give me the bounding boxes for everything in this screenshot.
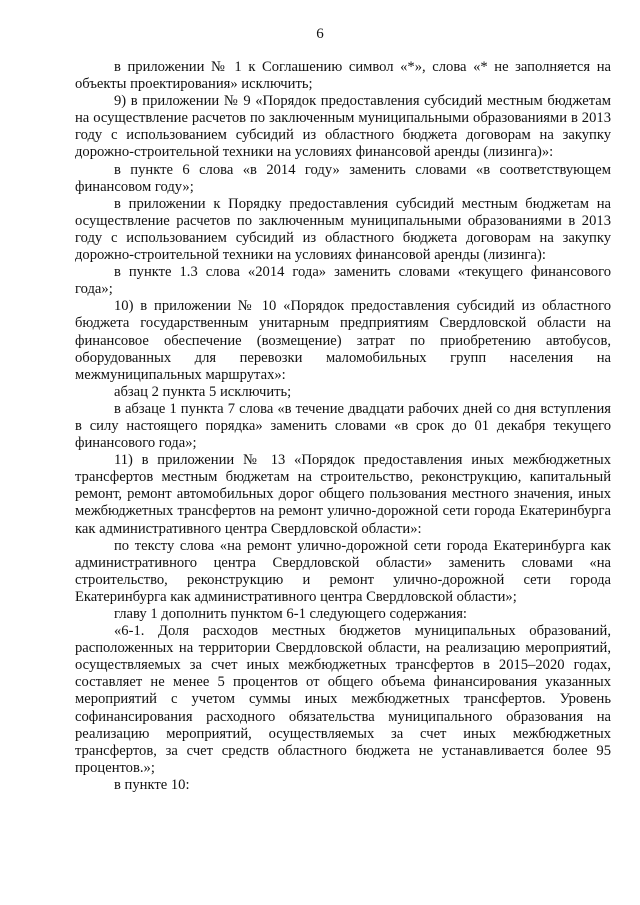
paragraph: в пункте 1.3 слова «2014 года» заменить словами «текущего финансового года»;	[75, 264, 611, 298]
paragraph: в пункте 6 слова «в 2014 году» заменить словами «в соответствующем финансовом году»;	[75, 161, 611, 195]
paragraph: «6-1. Доля расходов местных бюджетов муниципальных образований, расположенных на территории Свердловской области, на реализацию мероприятий, осуществляемых за счет иных межбюджетных трансфертов в 2015–2020 годах, составляет не менее 5 процентов от общего объема финансирования указанных мероприятий с учетом суммы иных межбюджетных трансфертов. Уровень софинансирования расходного обязательства муниципального образования на реализацию мероприятий, осуществляемых за счет иных межбюджетных трансфертов, за счет средств областного бюджета не устанавливается более 95 процентов.»;	[75, 623, 611, 776]
paragraph: абзац 2 пункта 5 исключить;	[114, 383, 292, 400]
page-number: 6	[316, 26, 324, 42]
paragraph: в пункте 10:	[114, 776, 190, 793]
paragraph: в приложении к Порядку предоставления субсидий местным бюджетам на осуществление расчетов по заключенным муниципальными образованиями в 2013 году с использованием субсидий из областного бюджета договорам на закупку дорожно-строительной техники на условиях финансовой аренды (лизинга):	[75, 195, 611, 264]
paragraph: 11) в приложении № 13 «Порядок предоставления иных межбюджетных трансфертов местным бюджетам на строительство, реконструкцию, капитальный ремонт, ремонт автомобильных дорог общего пользования местного значения, иных межбюджетных трансфертов на ремонт улично-дорожной сети города Екатеринбурга как административного центра Свердловской области»:	[75, 452, 611, 537]
paragraph: по тексту слова «на ремонт улично-дорожной сети города Екатеринбурга как административного центра Свердловской области» заменить словами «на строительство, реконструкцию и ремонт улично-дорожной сети города Екатеринбурга как административного центра Свердловской области»;	[75, 537, 611, 605]
paragraph: 10) в приложении № 10 «Порядок предоставления субсидий из областного бюджета государственным унитарным предприятиям Свердловской области на финансовое обеспечение (возмещение) затрат по приобретению автобусов, оборудованных для перевозки маломобильных групп населения на межмуниципальных маршрутах»:	[75, 298, 611, 383]
paragraph: главу 1 дополнить пунктом 6-1 следующего содержания:	[114, 606, 467, 622]
paragraph: в приложении № 1 к Соглашению символ «*», слова «* не заполняется на объекты проектирования» исключить;	[75, 59, 611, 93]
document-body	[75, 59, 611, 794]
paragraph: 9) в приложении № 9 «Порядок предоставления субсидий местным бюджетам на осуществление расчетов по заключенным муниципальными образованиями в 2013 году с использованием субсидий из областного бюджета договорам на закупку дорожно-строительной техники на условиях финансовой аренды (лизинга)»:	[75, 93, 611, 161]
paragraph: в абзаце 1 пункта 7 слова «в течение двадцати рабочих дней со дня вступления в силу настоящего порядка» заменить словами «в срок до 01 декабря текущего финансового года»;	[75, 400, 611, 452]
